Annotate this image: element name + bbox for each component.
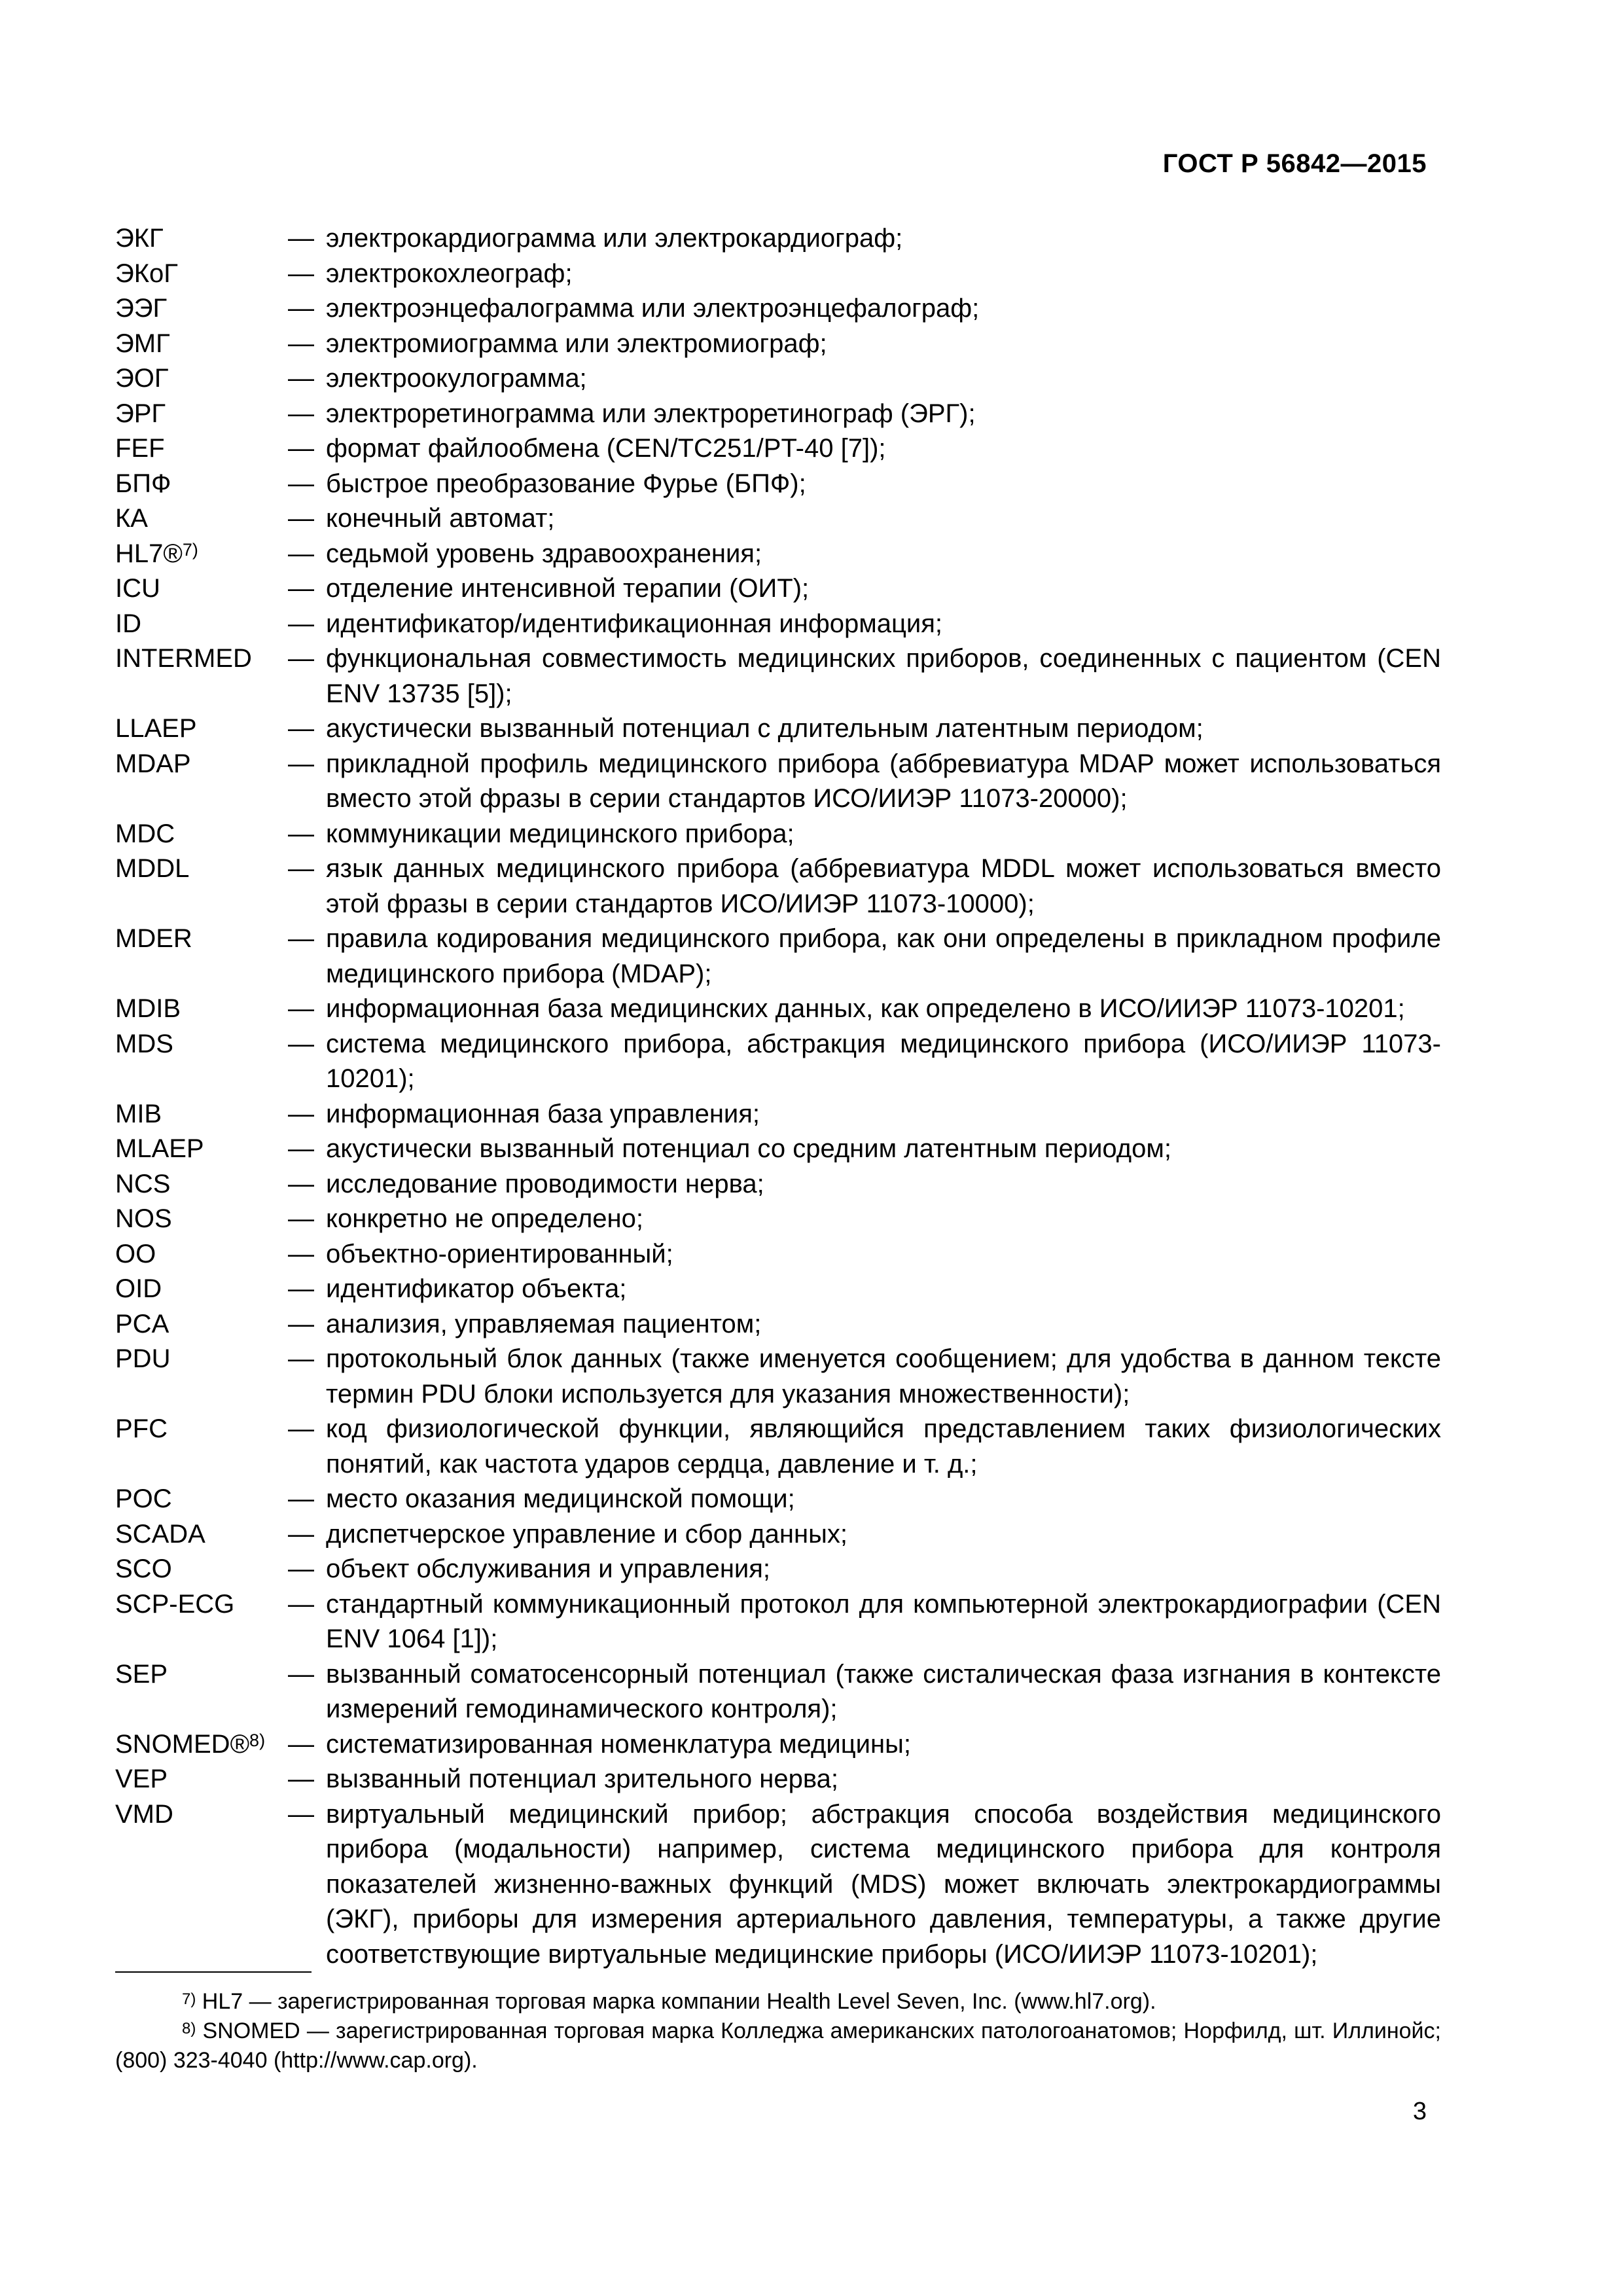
em-dash: —	[288, 259, 314, 288]
abbreviation-definition: электроэнцефалограмма или электроэнцефалограф;	[326, 294, 980, 323]
term-text: ЭМГ	[115, 329, 170, 358]
term-text: MDDL	[115, 854, 190, 883]
abbreviation-definition: конечный автомат;	[326, 504, 555, 533]
em-dash: —	[288, 1169, 314, 1198]
footnote-text: SNOMED — зарегистрированная торговая марка Колледжа американских патологоанатомов; Норфилд, шт. Иллинойс; (800) 323-4040 (http://www.cap.org).	[115, 2018, 1441, 2073]
abbreviation-term	[115, 361, 169, 397]
abbreviation-term	[115, 1307, 169, 1342]
term-text: MDAP	[115, 749, 191, 778]
abbreviation-term	[115, 467, 171, 502]
em-dash: —	[288, 854, 314, 883]
abbreviation-definition: место оказания медицинской помощи;	[326, 1484, 795, 1513]
abbreviation-definition: анализия, управляемая пациентом;	[326, 1309, 762, 1338]
abbreviation-definition: электромиограмма или электромиограф;	[326, 329, 827, 358]
abbreviation-term	[115, 431, 165, 467]
term-text: MDIB	[115, 994, 181, 1023]
term-text: ЭОГ	[115, 364, 169, 393]
abbreviation-definition: диспетчерское управление и сбор данных;	[326, 1519, 847, 1549]
abbreviation-entry	[115, 1097, 1441, 1132]
em-dash: —	[288, 924, 314, 953]
abbreviation-definition: акустически вызванный потенциал со средним латентным периодом;	[326, 1134, 1171, 1163]
em-dash: —	[288, 1204, 314, 1233]
em-dash: —	[288, 1344, 314, 1373]
abbreviation-definition: прикладной профиль медицинского прибора (аббревиатура MDAP может использоваться вместо этой фразы в серии стандартов ИСО/ИИЭР 11073-20000);	[326, 749, 1441, 813]
em-dash: —	[288, 819, 314, 848]
abbreviation-entry	[115, 1552, 1441, 1587]
abbreviation-definition: информационная база медицинских данных, как определено в ИСО/ИИЭР 11073-10201;	[326, 994, 1405, 1023]
abbreviation-entry	[115, 1202, 1441, 1237]
term-text: SCADA	[115, 1519, 205, 1549]
footnotes	[115, 1987, 1441, 2075]
abbreviation-term	[115, 1587, 234, 1623]
abbreviation-definition: электроретинограмма или электроретинограф (ЭРГ);	[326, 399, 976, 428]
abbreviation-entry	[115, 817, 1441, 852]
abbreviation-term	[115, 711, 197, 747]
abbreviation-definition: исследование проводимости нерва;	[326, 1169, 764, 1198]
abbreviation-term	[115, 501, 148, 537]
abbreviation-definition: конкретно не определено;	[326, 1204, 643, 1233]
abbreviation-term	[115, 1202, 172, 1237]
em-dash: —	[288, 539, 314, 568]
abbreviation-entry	[115, 1307, 1441, 1342]
abbreviation-entry	[115, 1027, 1441, 1097]
abbreviation-entry	[115, 291, 1441, 327]
abbreviation-definition: язык данных медицинского прибора (аббревиатура MDDL может использоваться вместо этой фразы в серии стандартов ИСО/ИИЭР 11073-10000);	[326, 854, 1441, 918]
abbreviation-term	[115, 1342, 170, 1377]
term-text: MDER	[115, 924, 192, 953]
term-text: PFC	[115, 1414, 168, 1443]
abbreviation-definition: систематизированная номенклатура медицины;	[326, 1729, 911, 1759]
abbreviation-entry	[115, 1272, 1441, 1307]
term-text: ICU	[115, 574, 160, 603]
term-text: VMD	[115, 1799, 173, 1829]
em-dash: —	[288, 329, 314, 358]
term-text: ЭРГ	[115, 399, 166, 428]
term-text: SCO	[115, 1554, 172, 1583]
em-dash: —	[288, 1519, 314, 1549]
em-dash: —	[288, 1274, 314, 1303]
term-text: NOS	[115, 1204, 172, 1233]
abbreviation-entry	[115, 537, 1441, 572]
abbreviation-entry	[115, 1587, 1441, 1657]
abbreviation-definition: акустически вызванный потенциал с длительным латентным периодом;	[326, 714, 1204, 743]
term-text: FEF	[115, 434, 165, 463]
abbreviation-term	[115, 571, 160, 607]
term-text: MDS	[115, 1029, 173, 1058]
term-text: SEP	[115, 1659, 168, 1689]
em-dash: —	[288, 469, 314, 498]
abbreviation-definition: объектно-ориентированный;	[326, 1239, 673, 1268]
term-text: ЭКГ	[115, 224, 164, 253]
abbreviation-entry	[115, 1132, 1441, 1167]
abbreviation-term	[115, 747, 191, 782]
footnote-reference: 7)	[182, 539, 198, 560]
em-dash: —	[288, 749, 314, 778]
abbreviation-entry	[115, 467, 1441, 502]
term-text: КА	[115, 504, 148, 533]
abbreviation-entry	[115, 1482, 1441, 1517]
abbreviation-entry	[115, 221, 1441, 257]
footnote-mark: 8)	[182, 2020, 196, 2037]
abbreviation-term	[115, 1097, 162, 1132]
footnote-separator	[115, 1971, 312, 1973]
abbreviation-definition: идентификатор/идентификационная информация;	[326, 609, 943, 638]
abbreviation-definition: виртуальный медицинский прибор; абстракция способа воздействия медицинского прибора (модальности) например, система медицинского прибора для контроля показателей жизненно-важных функций (MDS) может включать электрокардиограммы (ЭКГ), приборы для измерения артериального давления, температуры, а также другие соответствующие виртуальные медицинские приборы (ИСО/ИИЭР 11073-10201);	[326, 1799, 1441, 1969]
footnote-text: HL7 — зарегистрированная торговая марка компании Health Level Seven, Inc. (www.hl7.org).	[202, 1989, 1156, 2014]
term-text: SNOMED®	[115, 1729, 250, 1759]
abbreviation-term	[115, 537, 198, 572]
abbreviation-definition: идентификатор объекта;	[326, 1274, 627, 1303]
abbreviation-definition: вызванный соматосенсорный потенциал (также систалическая фаза изгнания в контексте измерений гемодинамического контроля);	[326, 1659, 1441, 1723]
abbreviation-definition: функциональная совместимость медицинских приборов, соединенных с пациентом (CEN ENV 13735 [5]);	[326, 644, 1441, 708]
abbreviation-term	[115, 327, 170, 362]
em-dash: —	[288, 504, 314, 533]
abbreviation-definition: правила кодирования медицинского прибора, как они определены в прикладном профиле медицинского прибора (MDAP);	[326, 924, 1441, 988]
abbreviation-entry	[115, 571, 1441, 607]
term-text: ID	[115, 609, 141, 638]
abbreviation-term	[115, 1132, 204, 1167]
abbreviation-term	[115, 1797, 173, 1833]
term-text: LLAEP	[115, 714, 197, 743]
abbreviation-term	[115, 992, 181, 1027]
abbreviation-term	[115, 397, 166, 432]
abbreviation-term	[115, 1272, 162, 1307]
abbreviation-term	[115, 817, 175, 852]
abbreviation-definition: электрокардиограмма или электрокардиограф;	[326, 224, 903, 253]
em-dash: —	[288, 994, 314, 1023]
em-dash: —	[288, 364, 314, 393]
abbreviation-entry	[115, 1657, 1441, 1727]
abbreviation-definition: коммуникации медицинского прибора;	[326, 819, 794, 848]
abbreviation-entry	[115, 327, 1441, 362]
abbreviation-entry	[115, 1727, 1441, 1763]
em-dash: —	[288, 434, 314, 463]
em-dash: —	[288, 1239, 314, 1268]
em-dash: —	[288, 399, 314, 428]
em-dash: —	[288, 1554, 314, 1583]
abbreviation-definition: отделение интенсивной терапии (ОИТ);	[326, 574, 810, 603]
abbreviation-term	[115, 852, 189, 887]
abbreviation-term	[115, 1482, 172, 1517]
abbreviation-entry	[115, 431, 1441, 467]
abbreviation-definition: стандартный коммуникационный протокол для компьютерной электрокардиографии (CEN ENV 1064 [1]);	[326, 1589, 1441, 1653]
term-text: БПФ	[115, 469, 171, 498]
em-dash: —	[288, 1484, 314, 1513]
abbreviation-entry	[115, 1412, 1441, 1482]
abbreviation-definition: объект обслуживания и управления;	[326, 1554, 771, 1583]
abbreviation-entry	[115, 1762, 1441, 1797]
abbreviation-term	[115, 1517, 205, 1552]
abbreviation-term	[115, 1412, 168, 1447]
em-dash: —	[288, 1309, 314, 1338]
abbreviation-definition: формат файлообмена (CEN/TC251/PT-40 [7]);	[326, 434, 886, 463]
term-text: PCA	[115, 1309, 169, 1338]
abbreviation-entry	[115, 257, 1441, 292]
footnote	[115, 2017, 1441, 2075]
em-dash: —	[288, 644, 314, 673]
em-dash: —	[288, 1729, 314, 1759]
abbreviation-definition: информационная база управления;	[326, 1099, 760, 1128]
abbreviation-definition: электрокохлеограф;	[326, 259, 573, 288]
footnote-mark: 7)	[182, 1990, 196, 2008]
abbreviation-term	[115, 291, 167, 327]
abbreviation-entry	[115, 711, 1441, 747]
abbreviation-definition: код физиологической функции, являющийся представлением таких физиологических понятий, как частота ударов сердца, давление и т. д.;	[326, 1414, 1441, 1479]
abbreviation-term	[115, 1027, 173, 1062]
abbreviation-term	[115, 1552, 172, 1587]
term-text: PDU	[115, 1344, 171, 1373]
abbreviation-term	[115, 1237, 156, 1272]
abbreviation-term	[115, 607, 141, 642]
abbreviation-entry	[115, 361, 1441, 397]
em-dash: —	[288, 574, 314, 603]
em-dash: —	[288, 1029, 314, 1058]
abbreviation-definition: быстрое преобразование Фурье (БПФ);	[326, 469, 806, 498]
abbreviation-term	[115, 221, 164, 257]
term-text: ЭКоГ	[115, 259, 178, 288]
abbreviation-entry	[115, 852, 1441, 922]
footnote-reference: 8)	[249, 1730, 266, 1750]
page-number: 3	[1412, 2098, 1427, 2125]
abbreviation-definition: протокольный блок данных (также именуется сообщением; для удобства в данном тексте термин PDU блоки используется для указания множественности);	[326, 1344, 1441, 1408]
abbreviation-entry	[115, 1517, 1441, 1552]
term-text: INTERMED	[115, 644, 252, 673]
abbreviation-entry	[115, 397, 1441, 432]
abbreviation-entry	[115, 1342, 1441, 1412]
term-text: OID	[115, 1274, 162, 1303]
em-dash: —	[288, 1799, 314, 1829]
abbreviation-term	[115, 641, 252, 677]
em-dash: —	[288, 224, 314, 253]
em-dash: —	[288, 714, 314, 743]
abbreviation-entry	[115, 607, 1441, 642]
em-dash: —	[288, 1765, 314, 1793]
abbreviation-term	[115, 1762, 168, 1797]
term-text: SCP-ECG	[115, 1589, 235, 1619]
abbreviation-definition: электроокулограмма;	[326, 364, 587, 393]
em-dash: —	[288, 609, 314, 638]
footnote	[115, 1987, 1441, 2017]
abbreviation-entry	[115, 922, 1441, 992]
term-text: MDC	[115, 819, 175, 848]
abbreviation-term	[115, 257, 178, 292]
term-text: MLAEP	[115, 1134, 204, 1163]
term-text: MIB	[115, 1099, 162, 1128]
abbreviation-entry	[115, 1797, 1441, 1973]
abbreviation-entry	[115, 501, 1441, 537]
abbreviation-term	[115, 1657, 168, 1693]
em-dash: —	[288, 294, 314, 323]
term-text: OO	[115, 1239, 156, 1268]
em-dash: —	[288, 1414, 314, 1443]
term-text: VEP	[115, 1765, 168, 1793]
em-dash: —	[288, 1134, 314, 1163]
abbreviation-definition: седьмой уровень здравоохранения;	[326, 539, 762, 568]
abbreviation-term	[115, 922, 192, 957]
em-dash: —	[288, 1659, 314, 1689]
term-text: HL7®	[115, 539, 183, 568]
term-text: ЭЭГ	[115, 294, 168, 323]
abbreviation-list	[115, 221, 1441, 1972]
abbreviation-entry	[115, 1237, 1441, 1272]
em-dash: —	[288, 1589, 314, 1619]
term-text: NCS	[115, 1169, 171, 1198]
abbreviation-definition: система медицинского прибора, абстракция медицинского прибора (ИСО/ИИЭР 11073-10201);	[326, 1029, 1441, 1093]
abbreviation-term	[115, 1727, 265, 1763]
abbreviation-entry	[115, 747, 1441, 817]
abbreviation-definition: вызванный потенциал зрительного нерва;	[326, 1765, 839, 1793]
abbreviation-entry	[115, 641, 1441, 711]
abbreviation-entry	[115, 992, 1441, 1027]
document-header: ГОСТ Р 56842—2015	[1162, 149, 1427, 178]
abbreviation-term	[115, 1167, 170, 1202]
abbreviation-entry	[115, 1167, 1441, 1202]
term-text: POC	[115, 1484, 172, 1513]
em-dash: —	[288, 1099, 314, 1128]
